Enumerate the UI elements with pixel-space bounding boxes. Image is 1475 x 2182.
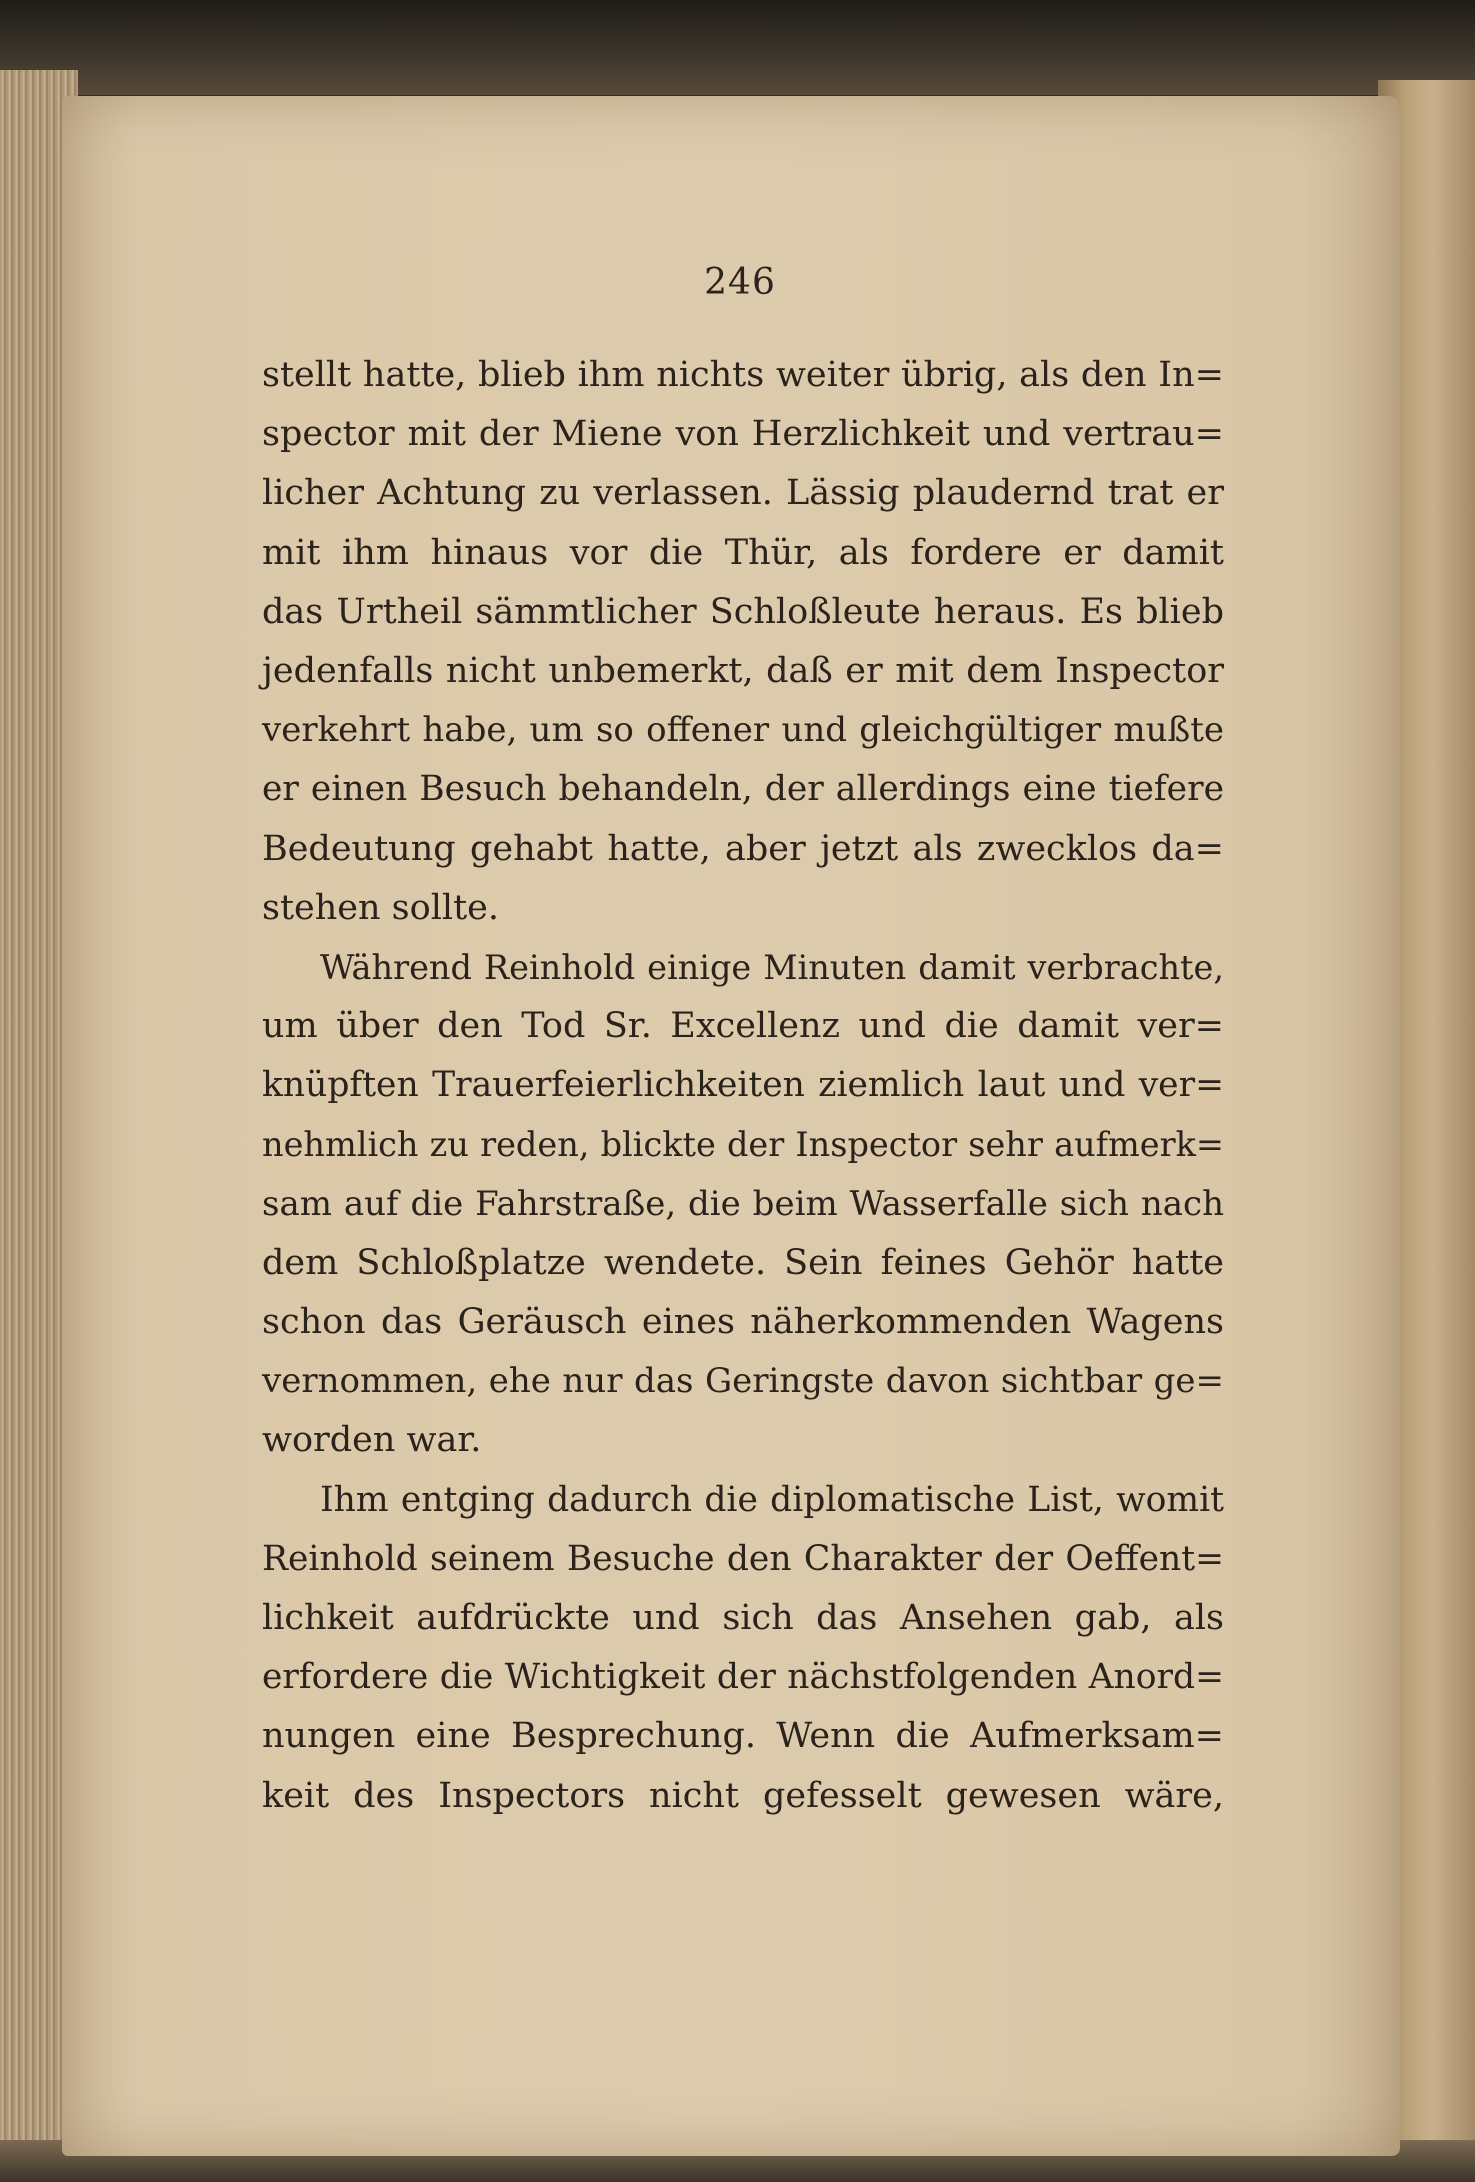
text-line: sam auf die Fahrstraße, die beim Wasserfalle sich nach (262, 1183, 1224, 1224)
text-line: lichkeit aufdrückte und sich das Ansehen gab, als (262, 1597, 1224, 1638)
text-line: jedenfalls nicht unbemerkt, daß er mit dem Inspector (262, 650, 1224, 691)
text-line: keit des Inspectors nicht gefesselt gewesen wäre, (262, 1775, 1224, 1816)
text-line: nehmlich zu reden, blickte der Inspector sehr aufmerk= (262, 1125, 1224, 1165)
text-line: um über den Tod Sr. Excellenz und die damit ver= (262, 1006, 1224, 1047)
text-line: schon das Geräusch eines näherkommenden Wagens (262, 1302, 1224, 1342)
text-line: licher Achtung zu verlassen. Lässig plaudernd trat er (262, 473, 1224, 514)
body-text (262, 346, 1224, 1826)
text-line: erfordere die Wichtigkeit der nächstfolgenden Anord= (262, 1657, 1224, 1698)
book-top-edge (0, 0, 1475, 95)
text-line: mit ihm hinaus vor die Thür, als fordere er damit (262, 532, 1224, 573)
text-line: er einen Besuch behandeln, der allerdings eine tiefere (262, 769, 1224, 810)
text-line: spector mit der Miene von Herzlichkeit und vertrau= (262, 414, 1224, 455)
text-line: Reinhold seinem Besuche den Charakter der Oeffent= (262, 1538, 1224, 1579)
page-number: 246 (704, 262, 776, 303)
text-line: knüpften Trauerfeierlichkeiten ziemlich laut und ver= (262, 1065, 1224, 1106)
text-line: das Urtheil sämmtlicher Schloßleute heraus. Es blieb (262, 591, 1224, 632)
text-line: vernommen, ehe nur das Geringste davon sichtbar ge= (262, 1361, 1224, 1402)
text-line: Während Reinhold einige Minuten damit verbrachte, (320, 947, 1224, 987)
text-line: stehen sollte. (262, 887, 499, 928)
text-line: Ihm entging dadurch die diplomatische List, womit (320, 1479, 1224, 1520)
text-line: verkehrt habe, um so offener und gleichgültiger mußte (262, 710, 1224, 751)
text-line: nungen eine Besprechung. Wenn die Aufmerksam= (262, 1716, 1224, 1757)
text-line: Bedeutung gehabt hatte, aber jetzt als zwecklos da= (262, 828, 1224, 869)
text-line: worden war. (262, 1420, 482, 1461)
text-line: dem Schloßplatze wendete. Sein feines Gehör hatte (262, 1242, 1224, 1283)
text-line: stellt hatte, blieb ihm nichts weiter übrig, als den In= (262, 355, 1224, 395)
